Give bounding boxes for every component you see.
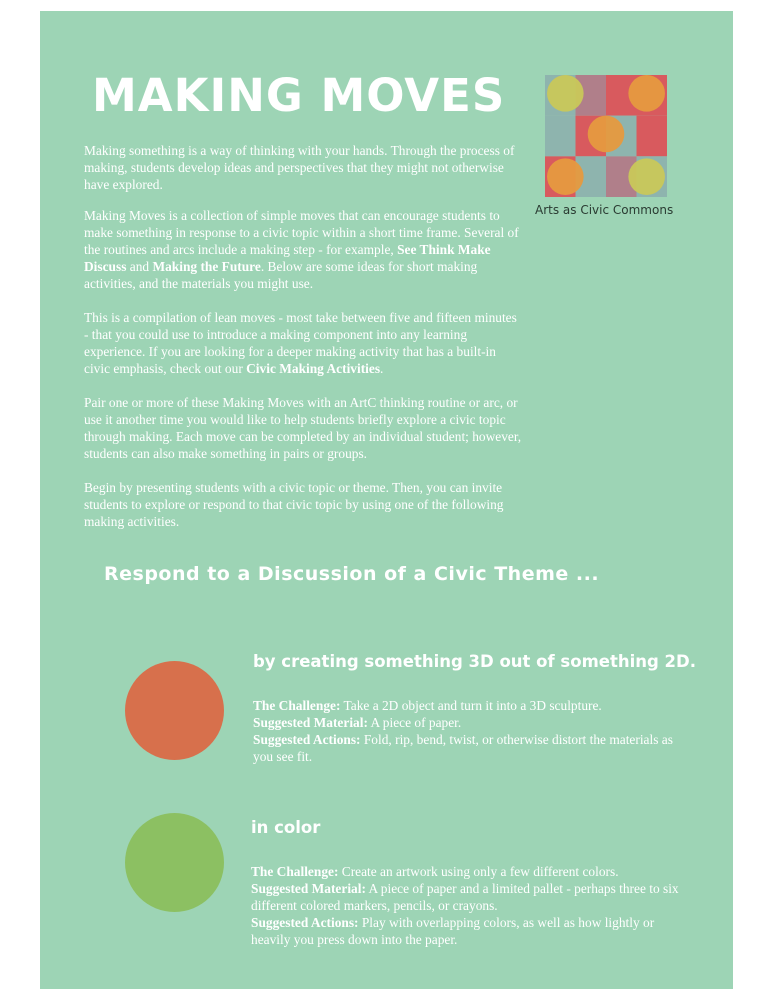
poster-page bbox=[40, 11, 733, 989]
activity-circle-orange bbox=[125, 661, 224, 760]
challenge-line bbox=[251, 863, 691, 880]
intro-text: Making Moves is a collection of simple moves that can encourage students to make something in response to a civic topic within a short time frame. Several of the routines and arcs include a making step - for example, bbox=[84, 208, 519, 257]
intro-paragraph: Begin by presenting students with a civic topic or theme. Then, you can invite students to explore or respond to that civic topic by using one of the following making activities. bbox=[84, 480, 504, 529]
intro-text: . Below are some ideas for short making activities, and the materials you might use. bbox=[84, 259, 478, 291]
challenge-label: The Challenge: bbox=[253, 698, 341, 713]
actions-label: Suggested Actions: bbox=[251, 915, 359, 930]
intro-paragraph bbox=[84, 207, 524, 292]
material-line bbox=[251, 880, 691, 914]
actions-text: Play with overlapping colors, as well as how lightly or heavily you press down into the paper. bbox=[251, 915, 655, 947]
intro-paragraph: Pair one or more of these Making Moves with an ArtC thinking routine or arc, or use it another time you would like to help students briefly explore a civic topic through making. Each move can be completed by an individual student; however, students can also make something in pairs or groups. bbox=[84, 395, 522, 461]
routine-link-see-think-make-discuss[interactable]: See Think Make Discuss bbox=[84, 242, 491, 274]
intro-text: and bbox=[126, 259, 153, 274]
challenge-text: Take a 2D object and turn it into a 3D sculpture. bbox=[340, 698, 602, 713]
logo-caption: Arts as Civic Commons bbox=[535, 203, 674, 217]
material-label: Suggested Material: bbox=[253, 715, 368, 730]
logo-circle bbox=[628, 75, 665, 112]
activity-circle-green bbox=[125, 813, 224, 912]
activity-title: by creating something 3D out of something 2D. bbox=[253, 652, 697, 671]
material-text: A piece of paper. bbox=[367, 715, 462, 730]
activity-title: in color bbox=[251, 818, 321, 837]
intro-text: This is a compilation of lean moves - most take between five and fifteen minutes - that you could use to introduce a making component into any learning experience. If you are looking for a deeper making activity that has a built-in civic emphasis, check out our bbox=[84, 310, 517, 376]
actions-line bbox=[251, 914, 691, 948]
activity-details bbox=[251, 863, 691, 948]
material-label: Suggested Material: bbox=[251, 881, 366, 896]
logo-tile bbox=[545, 116, 576, 157]
activity-details bbox=[253, 697, 683, 765]
challenge-text: Create an artwork using only a few different colors. bbox=[338, 864, 619, 879]
logo-circle bbox=[628, 158, 665, 195]
logo-circle bbox=[588, 116, 625, 153]
logo-circle bbox=[547, 75, 584, 112]
arts-civic-commons-logo bbox=[545, 71, 667, 201]
intro-text: . bbox=[380, 361, 384, 376]
challenge-label: The Challenge: bbox=[251, 864, 339, 879]
actions-text: Fold, rip, bend, twist, or otherwise distort the materials as you see fit. bbox=[253, 732, 673, 764]
section-heading: Respond to a Discussion of a Civic Theme ... bbox=[104, 563, 600, 585]
civic-making-activities-link[interactable]: Civic Making Activities bbox=[246, 361, 381, 376]
logo-circle bbox=[547, 158, 584, 195]
challenge-line bbox=[253, 697, 683, 714]
material-line bbox=[253, 714, 683, 731]
routine-link-making-the-future[interactable]: Making the Future bbox=[152, 259, 261, 274]
material-text: A piece of paper and a limited pallet - perhaps three to six different colored markers, pencils, or crayons. bbox=[251, 881, 679, 913]
logo-tile bbox=[637, 116, 668, 157]
actions-line bbox=[253, 731, 683, 765]
intro-paragraph: Making something is a way of thinking with your hands. Through the process of making, students develop ideas and perspectives that they might not otherwise have explored. bbox=[84, 143, 515, 192]
actions-label: Suggested Actions: bbox=[253, 732, 361, 747]
intro-paragraph bbox=[84, 309, 524, 377]
page-title: MAKING MOVES bbox=[92, 69, 506, 122]
